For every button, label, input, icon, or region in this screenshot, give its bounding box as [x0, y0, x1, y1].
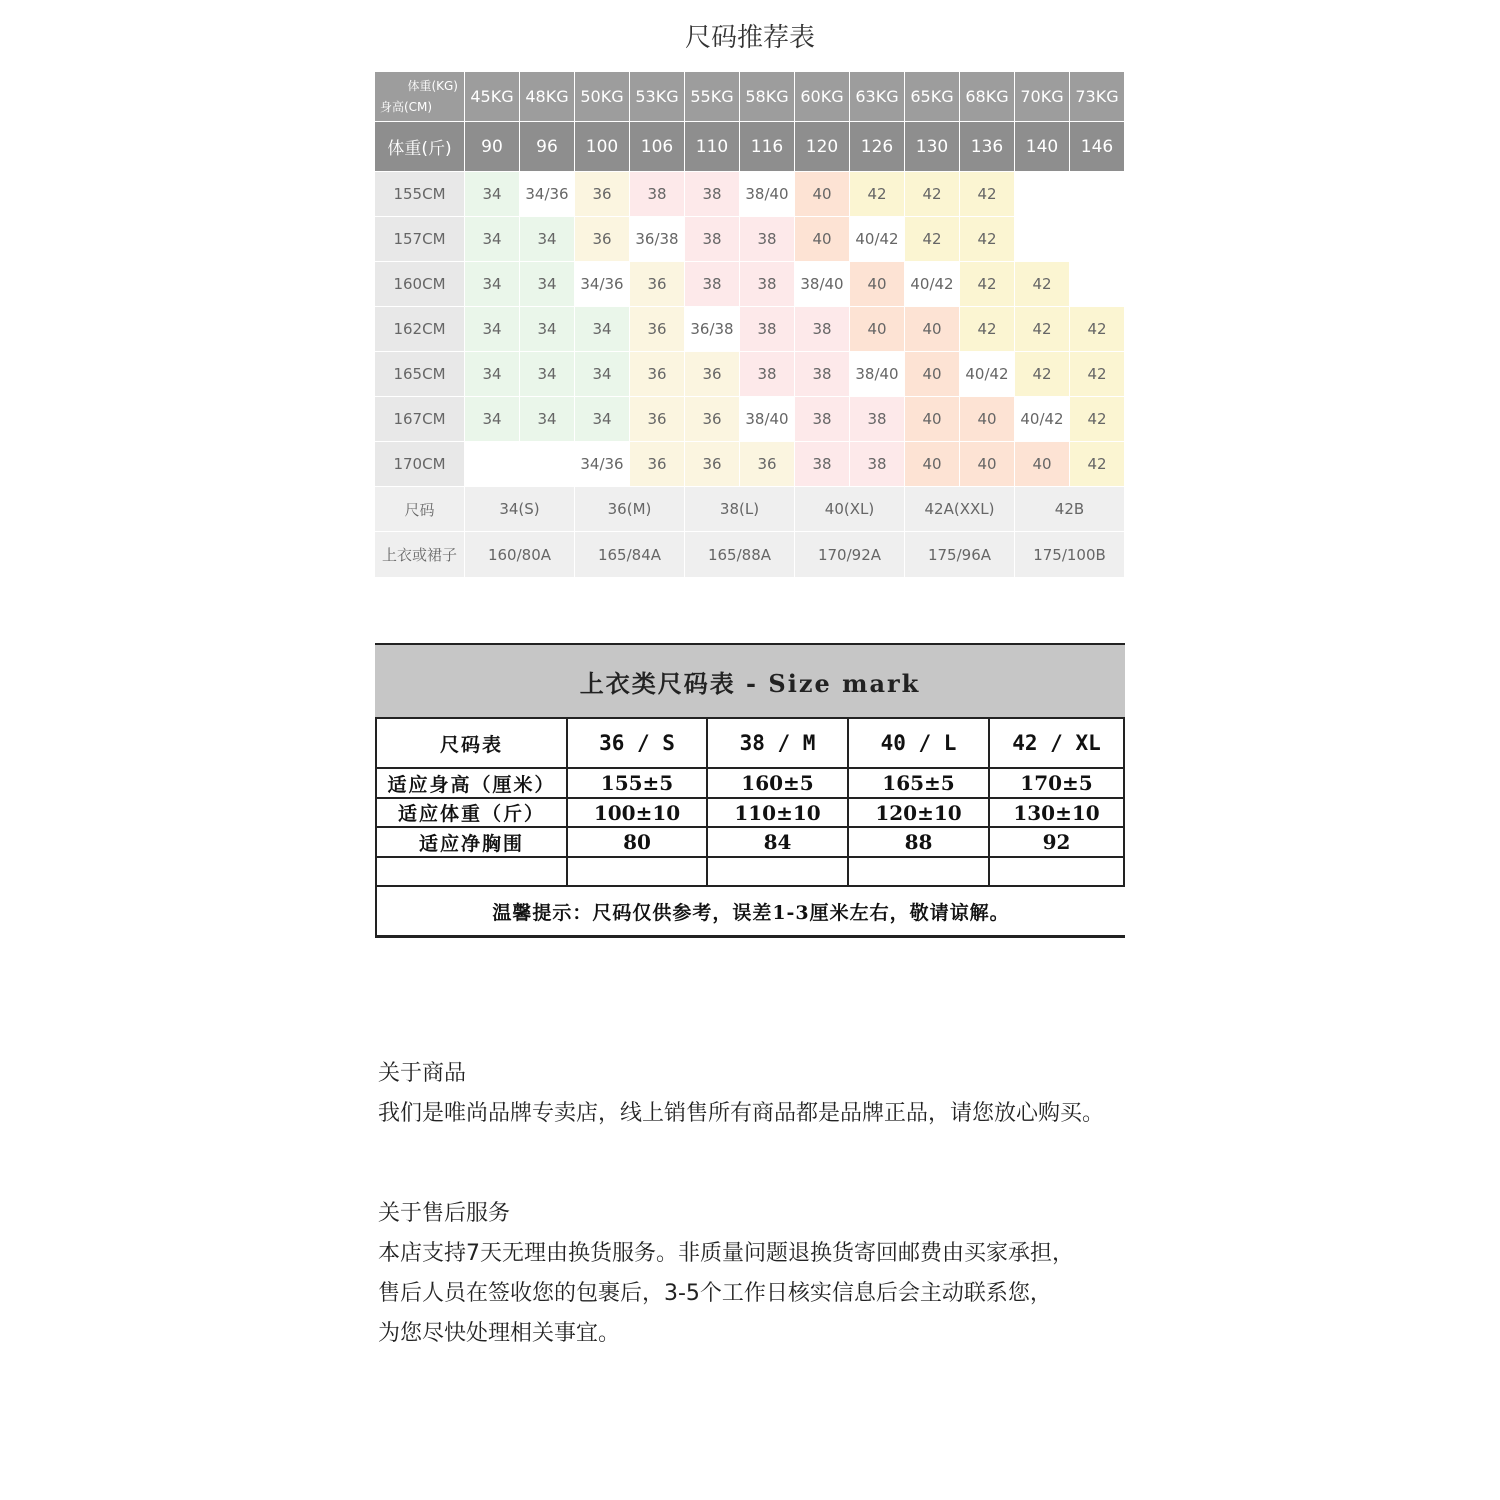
size-cell: 34	[520, 307, 575, 352]
size-cell: 42	[1015, 307, 1070, 352]
jin-header: 96	[520, 122, 575, 172]
size-mark-empty-cell	[375, 858, 566, 887]
size-cell: 38	[795, 307, 850, 352]
jin-header: 116	[740, 122, 795, 172]
size-cell: 34	[465, 217, 520, 262]
size-cell: 34	[520, 262, 575, 307]
size-cell: 42	[1015, 352, 1070, 397]
size-cell: 40	[905, 307, 960, 352]
size-cell: 34	[520, 397, 575, 442]
size-label: 42A(XXL)	[905, 487, 1015, 532]
size-cell: 42	[1070, 352, 1125, 397]
size-mark-cell: 88	[847, 828, 988, 858]
size-cell: 38	[630, 172, 685, 217]
after-sales-heading: 关于售后服务	[378, 1201, 511, 1226]
size-cell: 40	[905, 352, 960, 397]
kg-header: 70KG	[1015, 72, 1070, 122]
size-cell: 34	[575, 307, 630, 352]
size-mark-cell: 92	[988, 828, 1125, 858]
size-mark-empty-cell	[566, 858, 706, 887]
size-cell	[1015, 217, 1070, 262]
size-mark-row-label: 适应身高（厘米）	[375, 769, 566, 799]
size-mark-cell: 130±10	[988, 799, 1125, 828]
size-cell: 36	[630, 442, 685, 487]
size-cell: 42	[1070, 442, 1125, 487]
size-mark-empty-cell	[706, 858, 847, 887]
size-cell: 34	[465, 262, 520, 307]
top-size: 160/80A	[465, 532, 575, 578]
kg-header: 60KG	[795, 72, 850, 122]
size-cell: 40/42	[850, 217, 905, 262]
size-label: 38(L)	[685, 487, 795, 532]
size-mark-row-label: 适应体重（斤）	[375, 799, 566, 828]
size-label: 36(M)	[575, 487, 685, 532]
size-cell: 42	[960, 217, 1015, 262]
corner-header-cell	[375, 72, 465, 122]
size-cell: 36	[740, 442, 795, 487]
size-mark-cell: 80	[566, 828, 706, 858]
size-cell: 34	[465, 397, 520, 442]
size-cell: 34	[465, 307, 520, 352]
size-cell: 42	[850, 172, 905, 217]
size-cell	[1070, 262, 1125, 307]
size-cell: 36	[630, 397, 685, 442]
size-cell: 36	[630, 352, 685, 397]
size-cell	[520, 442, 575, 487]
height-label: 155CM	[375, 172, 465, 217]
size-mark-header: 42 / XL	[988, 719, 1125, 769]
size-cell: 38/40	[850, 352, 905, 397]
size-cell: 40	[960, 397, 1015, 442]
jin-label: 体重(斤)	[375, 122, 465, 172]
size-mark-cell: 110±10	[706, 799, 847, 828]
top-row-label: 上衣或裙子	[375, 532, 465, 578]
jin-header: 110	[685, 122, 740, 172]
size-mark-cell: 155±5	[566, 769, 706, 799]
jin-header: 140	[1015, 122, 1070, 172]
about-product-body: 我们是唯尚品牌专卖店，线上销售所有商品都是品牌正品，请您放心购买。	[378, 1101, 1105, 1126]
size-cell: 36/38	[630, 217, 685, 262]
size-mark-cell: 84	[706, 828, 847, 858]
size-mark-header: 38 / M	[706, 719, 847, 769]
after-sales-line: 为您尽快处理相关事宜。	[378, 1321, 621, 1346]
size-cell: 42	[960, 172, 1015, 217]
top-size: 175/96A	[905, 532, 1015, 578]
size-cell: 40	[795, 217, 850, 262]
height-label: 165CM	[375, 352, 465, 397]
size-cell: 36	[685, 397, 740, 442]
kg-header: 55KG	[685, 72, 740, 122]
size-recommendation-table	[375, 72, 1125, 578]
top-size: 170/92A	[795, 532, 905, 578]
size-mark-empty-cell	[847, 858, 988, 887]
size-cell: 42	[905, 217, 960, 262]
height-label: 157CM	[375, 217, 465, 262]
size-cell: 38	[740, 307, 795, 352]
size-cell: 40	[960, 442, 1015, 487]
height-label: 162CM	[375, 307, 465, 352]
size-cell: 38	[850, 397, 905, 442]
size-label: 34(S)	[465, 487, 575, 532]
size-label: 42B	[1015, 487, 1125, 532]
size-cell: 34	[575, 352, 630, 397]
size-mark-empty-cell	[988, 858, 1125, 887]
size-mark-cell: 170±5	[988, 769, 1125, 799]
size-mark-header: 36 / S	[566, 719, 706, 769]
kg-header: 50KG	[575, 72, 630, 122]
size-cell: 36/38	[685, 307, 740, 352]
size-mark-header-label: 尺码表	[375, 719, 566, 769]
after-sales-line: 本店支持7天无理由换货服务。非质量问题退换货寄回邮费由买家承担，	[378, 1241, 1074, 1266]
jin-header: 106	[630, 122, 685, 172]
kg-header: 48KG	[520, 72, 575, 122]
size-cell: 40/42	[960, 352, 1015, 397]
jin-header: 90	[465, 122, 520, 172]
kg-header: 53KG	[630, 72, 685, 122]
height-label: 170CM	[375, 442, 465, 487]
size-cell: 36	[575, 217, 630, 262]
size-cell: 42	[960, 262, 1015, 307]
size-cell: 42	[1070, 307, 1125, 352]
size-cell: 34	[520, 217, 575, 262]
kg-header: 68KG	[960, 72, 1015, 122]
size-cell: 34	[465, 172, 520, 217]
corner-height-label: 身高(CM)	[380, 100, 433, 114]
size-mark-row-label: 适应净胸围	[375, 828, 566, 858]
size-cell: 40/42	[905, 262, 960, 307]
size-cell: 38	[795, 397, 850, 442]
size-cell: 42	[1015, 262, 1070, 307]
size-cell: 34/36	[575, 262, 630, 307]
kg-header: 45KG	[465, 72, 520, 122]
size-mark-cell: 120±10	[847, 799, 988, 828]
size-cell: 38	[740, 262, 795, 307]
size-cell	[465, 442, 520, 487]
size-cell: 36	[685, 352, 740, 397]
size-cell: 38/40	[795, 262, 850, 307]
size-row-label: 尺码	[375, 487, 465, 532]
after-sales-line: 售后人员在签收您的包裹后，3-5个工作日核实信息后会主动联系您，	[378, 1281, 1052, 1306]
height-label: 167CM	[375, 397, 465, 442]
size-cell: 38	[685, 217, 740, 262]
size-cell: 36	[630, 307, 685, 352]
top-size: 175/100B	[1015, 532, 1125, 578]
size-cell: 38	[740, 217, 795, 262]
size-cell: 40	[1015, 442, 1070, 487]
jin-header: 146	[1070, 122, 1125, 172]
size-mark-title: 上衣类尺码表 - Size mark	[375, 643, 1125, 719]
page-title: 尺码推荐表	[684, 23, 815, 53]
size-cell: 36	[685, 442, 740, 487]
size-cell	[1015, 172, 1070, 217]
size-cell: 40	[850, 262, 905, 307]
top-size: 165/84A	[575, 532, 685, 578]
size-mark-cell: 160±5	[706, 769, 847, 799]
size-cell: 36	[575, 172, 630, 217]
size-cell: 38/40	[740, 397, 795, 442]
size-cell: 42	[960, 307, 1015, 352]
size-cell: 38	[795, 442, 850, 487]
corner-weight-label: 体重(KG)	[407, 79, 458, 93]
jin-header: 120	[795, 122, 850, 172]
size-cell: 38	[795, 352, 850, 397]
size-cell: 34/36	[520, 172, 575, 217]
kg-header: 63KG	[850, 72, 905, 122]
kg-header: 58KG	[740, 72, 795, 122]
jin-header: 136	[960, 122, 1015, 172]
size-mark-header: 40 / L	[847, 719, 988, 769]
size-label: 40(XL)	[795, 487, 905, 532]
top-size: 165/88A	[685, 532, 795, 578]
about-product-heading: 关于商品	[378, 1061, 467, 1086]
size-cell: 34/36	[575, 442, 630, 487]
size-cell	[1070, 172, 1125, 217]
size-cell: 38/40	[740, 172, 795, 217]
size-mark-note: 温馨提示：尺码仅供参考，误差1-3厘米左右，敬请谅解。	[375, 887, 1125, 938]
size-cell: 38	[740, 352, 795, 397]
size-cell: 42	[905, 172, 960, 217]
height-label: 160CM	[375, 262, 465, 307]
size-cell: 40	[795, 172, 850, 217]
size-cell: 38	[685, 172, 740, 217]
size-cell: 40	[850, 307, 905, 352]
kg-header: 65KG	[905, 72, 960, 122]
size-cell	[1070, 217, 1125, 262]
size-cell: 34	[520, 352, 575, 397]
size-cell: 34	[465, 352, 520, 397]
size-cell: 40/42	[1015, 397, 1070, 442]
jin-header: 126	[850, 122, 905, 172]
kg-header: 73KG	[1070, 72, 1125, 122]
size-mark-table	[375, 719, 1125, 887]
jin-header: 130	[905, 122, 960, 172]
size-cell: 36	[630, 262, 685, 307]
size-cell: 40	[905, 442, 960, 487]
size-mark-cell: 100±10	[566, 799, 706, 828]
jin-header: 100	[575, 122, 630, 172]
size-cell: 34	[575, 397, 630, 442]
size-cell: 42	[1070, 397, 1125, 442]
size-mark-cell: 165±5	[847, 769, 988, 799]
size-cell: 38	[685, 262, 740, 307]
size-cell: 40	[905, 397, 960, 442]
size-cell: 38	[850, 442, 905, 487]
